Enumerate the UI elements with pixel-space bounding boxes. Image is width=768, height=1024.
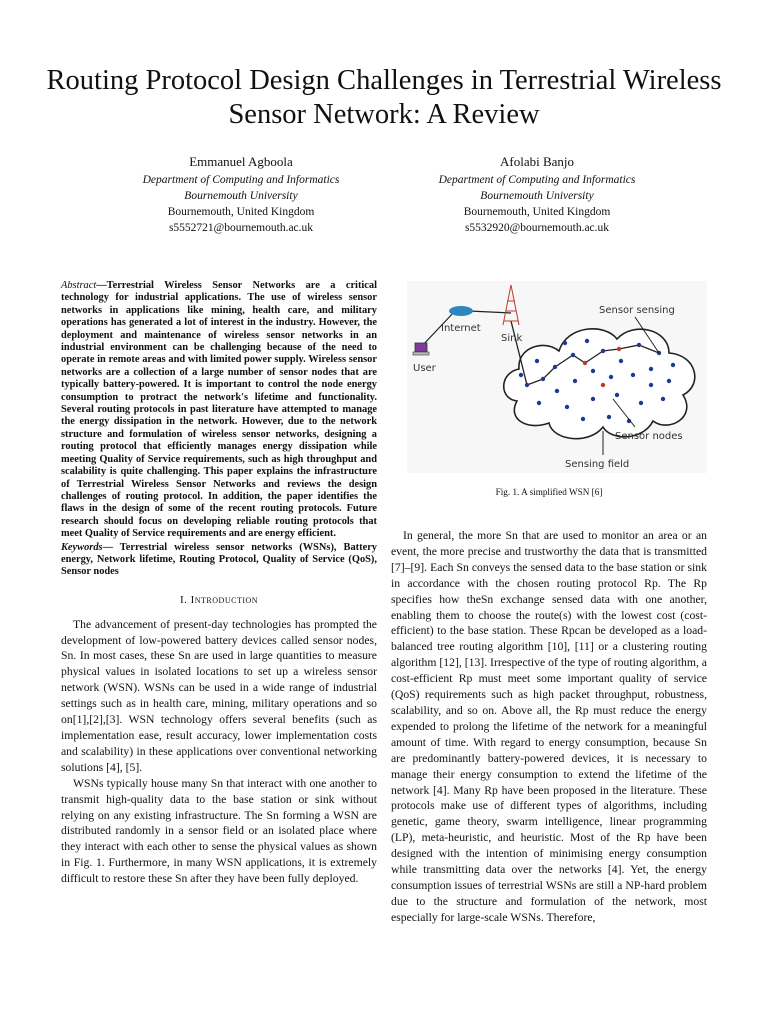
wsn-diagram (407, 281, 707, 473)
author-name: Emmanuel Agboola (189, 154, 293, 169)
abstract-text: —Terrestrial Wireless Sensor Networks are a critical technology for industrial applications. The use of wireless sensor networks in applications like mining, health care, and military operations has generated a lot of interest in the industry. However, the deployment and maintenance of wireless sensor networks in an industrial environment can be challenging because of the need to operate in remote areas and with limited power supply. Wireless sensor networks are a collection of a large number of sensor nodes that are typically battery-powered. It is important to control the node energy consumption to protract the network's lifetime and functionality. Several routing protocols in past literature have attempted to manage the energy dissipation in the network. However, due to the network structure and formulation of wireless sensor networks, designing a routing protocol that efficiently manages energy dissipation while meeting Quality of Service requirements, such as high throughput and scalability is quite challenging. This paper explains the infrastructure of Terrestrial Wireless Sensor Networks and reviews the design challenges of routing protocol. In addition, the paper identifies the flaws in the design of some of the recent routing protocols. Future research should focus on developing reliable routing protocols that meet Quality of Service requirements and are energy efficient. (61, 280, 377, 540)
label-user: User (413, 363, 436, 374)
author-department: Department of Computing and Informatics (438, 174, 636, 186)
link-internet-sink (469, 311, 511, 313)
label-sensor-sensing: Sensor sensing (599, 305, 675, 316)
author-email: s5532920@bournemouth.ac.uk (464, 222, 610, 234)
paper-title: Routing Protocol Design Challenges in Terrestrial Wireless Sensor Network: A Review (46, 65, 722, 130)
author-location: Bournemouth, United Kingdom (463, 206, 611, 218)
wsn-figure (407, 281, 707, 473)
label-internet: Internet (441, 323, 481, 334)
author-block-1 (91, 154, 391, 236)
left-column (61, 280, 377, 887)
internet-cloud-icon (449, 306, 473, 316)
intro-paragraph-2: WSNs typically house many Sn that interact with one another to transmit high-quality data to the base station or sink without relying on any existing infrastructure. The Sn forming a WSN are distributed randomly in a sensor field or an isolated place where they interact with each other to sense the physical values as shown in Fig. 1. Furthermore, in many WSN applications, it is extremely difficult to restore these Sn after they have been fully deployed. (61, 776, 377, 886)
abstract (61, 280, 377, 541)
section-number: I. (179, 593, 191, 606)
section-title: Introduction (190, 593, 259, 606)
figure-caption: Fig. 1. A simplified WSN [6] (495, 487, 603, 497)
intro-paragraph-1: The advancement of present-day technologies has prompted the development of low-powered battery devices called sensor nodes, Sn. In most cases, these Sn are used in large quantities to measure physical values in isolated locations to set up a wireless sensor network (WSN). WSNs can be used in a wide range of industrial settings such as in health care, mining, military operations and so on[1],[2],[3]. WSN technology offers several benefits (such as implementation ease, result accuracy, lower implementation costs and scalability) in these applications over conventional networking solutions [4], [5]. (61, 617, 377, 774)
author-university: Bournemouth University (184, 190, 298, 202)
keywords-label: Keywords (61, 541, 103, 553)
body-paragraph: In general, the more Sn that are used to monitor an area or an event, the more precise and trustworthy the data that is transmitted [7]–[9]. Each Sn conveys the sensed data to the base station or sink in accordance with the chosen routing protocol Rp. The Rp specifies how theSn exchange sensed data with one another, enabling them to choose the route(s) with the lowest cost (cost-efficient) to the base station. These Rpcan be developed as a load-balanced tree routing algorithm [10], [11] or a clustering routing algorithm [12], [13]. Irrespective of the type of routing algorithm, a cost-efficient Rp must meet some important quality of service (QoS) requirements such as high packet throughput, robustness, scalability, and so on. Above all, the Rp must reduce the energy expended to prolong the lifetime of the network for a meaningful amount of time. With regard to energy consumption, because Sn are predominantly battery-powered devices, it is necessary to manage their energy consumption to extend the lifetime of the network [4]. Many Rp have been proposed in the literature. These protocols make use of different types of algorithms, including genetic, game theory, swarm intelligence, linear programming (LP), meta-heuristic, and heuristic. Most of the Rp have been designed with the intention of minimising energy consumption while transmitting data over the networks [4]. Yet, the energy consumption issues of terrestrial WSNs are still a NP-hard problem due to the structure and formulation of the network, most especially for large-scale WSNs. Therefore, (391, 529, 707, 924)
author-name: Afolabi Banjo (499, 154, 574, 169)
label-sink: Sink (501, 333, 523, 344)
label-sensing-field: Sensing field (565, 459, 630, 470)
keywords (61, 542, 377, 579)
author-location: Bournemouth, United Kingdom (167, 206, 315, 218)
author-department: Department of Computing and Informatics (142, 174, 340, 186)
right-column (391, 528, 707, 926)
author-email: s5552721@bournemouth.ac.uk (168, 222, 314, 234)
author-block-2 (387, 154, 687, 236)
section-heading (61, 593, 377, 609)
sensing-field-cloud (504, 329, 695, 439)
sink-tower-icon (503, 285, 519, 325)
author-university: Bournemouth University (480, 190, 594, 202)
label-sensor-nodes: Sensor nodes (615, 431, 683, 442)
user-laptop-icon (413, 343, 429, 355)
keywords-text: — Terrestrial wireless sensor networks (WSNs), Battery energy, Network lifetime, Routing Protocol, Quality of Service (QoS), Sensor nodes (61, 541, 377, 578)
abstract-label: Abstract (61, 280, 97, 291)
